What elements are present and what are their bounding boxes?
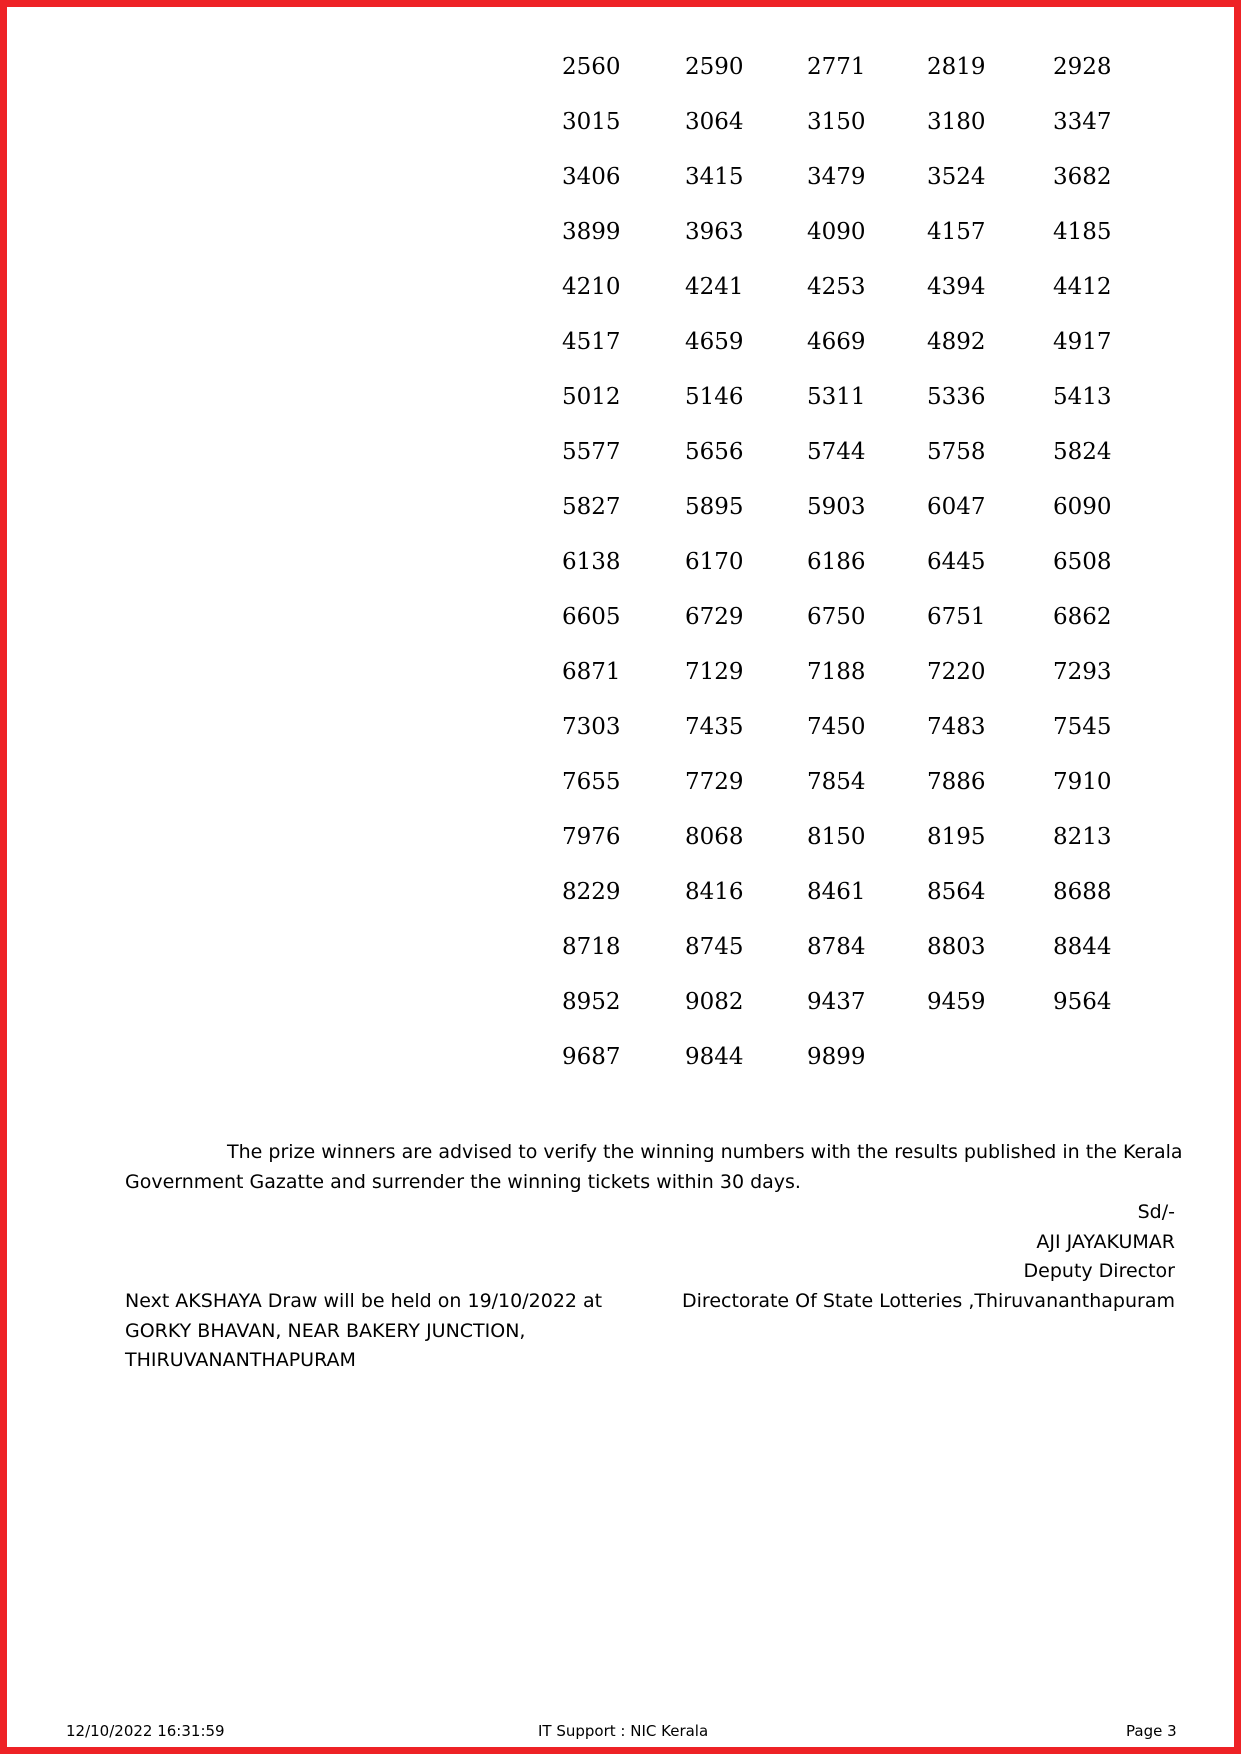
winning-number: 3682 — [1053, 164, 1112, 190]
winning-number: 2928 — [1053, 54, 1112, 80]
winning-number: 4394 — [927, 274, 986, 300]
winning-number: 7545 — [1053, 714, 1112, 740]
winning-number: 3415 — [685, 164, 744, 190]
winning-number: 8844 — [1053, 934, 1112, 960]
winning-number: 6729 — [685, 604, 744, 630]
winning-number: 2590 — [685, 54, 744, 80]
winning-number: 9899 — [807, 1044, 866, 1070]
winning-number: 7854 — [807, 769, 866, 795]
winning-number: 3180 — [927, 109, 986, 135]
winning-number: 4517 — [562, 329, 621, 355]
winning-number: 7450 — [807, 714, 866, 740]
signatory-name: AJI JAYAKUMAR — [1036, 1231, 1175, 1253]
winning-number: 6138 — [562, 549, 621, 575]
winning-number: 9564 — [1053, 989, 1112, 1015]
winning-number: 4090 — [807, 219, 866, 245]
winning-number: 3347 — [1053, 109, 1112, 135]
winning-number: 6750 — [807, 604, 866, 630]
winning-number: 3524 — [927, 164, 986, 190]
winning-number: 4185 — [1053, 219, 1112, 245]
winning-number: 3963 — [685, 219, 744, 245]
winning-number: 7435 — [685, 714, 744, 740]
winning-number: 8213 — [1053, 824, 1112, 850]
winning-number: 2771 — [807, 54, 866, 80]
winning-number: 7220 — [927, 659, 986, 685]
winning-number: 8150 — [807, 824, 866, 850]
winning-number: 5656 — [685, 439, 744, 465]
winning-number: 9082 — [685, 989, 744, 1015]
winning-number: 9844 — [685, 1044, 744, 1070]
winning-number: 3064 — [685, 109, 744, 135]
winning-number: 8195 — [927, 824, 986, 850]
winning-number: 5758 — [927, 439, 986, 465]
winning-number: 7655 — [562, 769, 621, 795]
next-draw-line-1: Next AKSHAYA Draw will be held on 19/10/2022 at — [125, 1290, 603, 1312]
winning-number: 5413 — [1053, 384, 1112, 410]
winning-number: 5146 — [685, 384, 744, 410]
winning-number: 7886 — [927, 769, 986, 795]
winning-number: 6090 — [1053, 494, 1112, 520]
winning-number: 2819 — [927, 54, 986, 80]
winning-number: 9459 — [927, 989, 986, 1015]
winning-number: 5311 — [807, 384, 866, 410]
signatory-title: Deputy Director — [1023, 1260, 1175, 1282]
winning-number: 9687 — [562, 1044, 621, 1070]
winning-number: 6508 — [1053, 549, 1112, 575]
winning-number: 6751 — [927, 604, 986, 630]
winning-number: 5824 — [1053, 439, 1112, 465]
winning-number: 4210 — [562, 274, 621, 300]
notice-line-2: Government Gazatte and surrender the winning tickets within 30 days. — [125, 1171, 801, 1193]
winning-number: 5336 — [927, 384, 986, 410]
winning-number: 5827 — [562, 494, 621, 520]
winning-number: 3015 — [562, 109, 621, 135]
winning-number: 6871 — [562, 659, 621, 685]
winning-number: 7293 — [1053, 659, 1112, 685]
winning-number: 5903 — [807, 494, 866, 520]
notice-line-1: The prize winners are advised to verify the winning numbers with the results published in the Kerala — [227, 1141, 1183, 1163]
winning-number: 5012 — [562, 384, 621, 410]
winning-number: 8688 — [1053, 879, 1112, 905]
footer-timestamp: 12/10/2022 16:31:59 — [66, 1722, 225, 1740]
winning-number: 6445 — [927, 549, 986, 575]
winning-number: 8718 — [562, 934, 621, 960]
winning-number: 4157 — [927, 219, 986, 245]
winning-number: 7976 — [562, 824, 621, 850]
winning-number: 4241 — [685, 274, 744, 300]
winning-number: 8564 — [927, 879, 986, 905]
signature-sd: Sd/- — [1137, 1201, 1175, 1223]
winning-number: 8229 — [562, 879, 621, 905]
winning-number: 8952 — [562, 989, 621, 1015]
winning-number: 3479 — [807, 164, 866, 190]
footer-support: IT Support : NIC Kerala — [538, 1722, 709, 1740]
next-draw-line-3: THIRUVANANTHAPURAM — [125, 1349, 356, 1371]
winning-number: 6047 — [927, 494, 986, 520]
winning-number: 4253 — [807, 274, 866, 300]
winning-number: 5895 — [685, 494, 744, 520]
signatory-office: Directorate Of State Lotteries ,Thiruvananthapuram — [682, 1290, 1175, 1312]
winning-number: 5744 — [807, 439, 866, 465]
winning-number: 4669 — [807, 329, 866, 355]
winning-number: 7129 — [685, 659, 744, 685]
winning-number: 3406 — [562, 164, 621, 190]
winning-number: 4659 — [685, 329, 744, 355]
winning-number: 7188 — [807, 659, 866, 685]
winning-number: 8416 — [685, 879, 744, 905]
footer-page-number: Page 3 — [1126, 1722, 1177, 1740]
winning-number: 6170 — [685, 549, 744, 575]
winning-number: 6605 — [562, 604, 621, 630]
winning-number: 6186 — [807, 549, 866, 575]
winning-number: 7910 — [1053, 769, 1112, 795]
winning-number: 8461 — [807, 879, 866, 905]
winning-number: 4917 — [1053, 329, 1112, 355]
winning-number: 2560 — [562, 54, 621, 80]
winning-number: 7303 — [562, 714, 621, 740]
winning-number: 6862 — [1053, 604, 1112, 630]
winning-number: 4412 — [1053, 274, 1112, 300]
winning-number: 7729 — [685, 769, 744, 795]
winning-number: 4892 — [927, 329, 986, 355]
winning-number: 7483 — [927, 714, 986, 740]
winning-number: 8803 — [927, 934, 986, 960]
winning-number: 3150 — [807, 109, 866, 135]
winning-number: 9437 — [807, 989, 866, 1015]
winning-number: 8068 — [685, 824, 744, 850]
winning-number: 3899 — [562, 219, 621, 245]
winning-number: 5577 — [562, 439, 621, 465]
next-draw-line-2: GORKY BHAVAN, NEAR BAKERY JUNCTION, — [125, 1320, 526, 1342]
winning-numbers-grid — [7, 7, 1234, 1747]
winning-number: 8784 — [807, 934, 866, 960]
winning-number: 8745 — [685, 934, 744, 960]
